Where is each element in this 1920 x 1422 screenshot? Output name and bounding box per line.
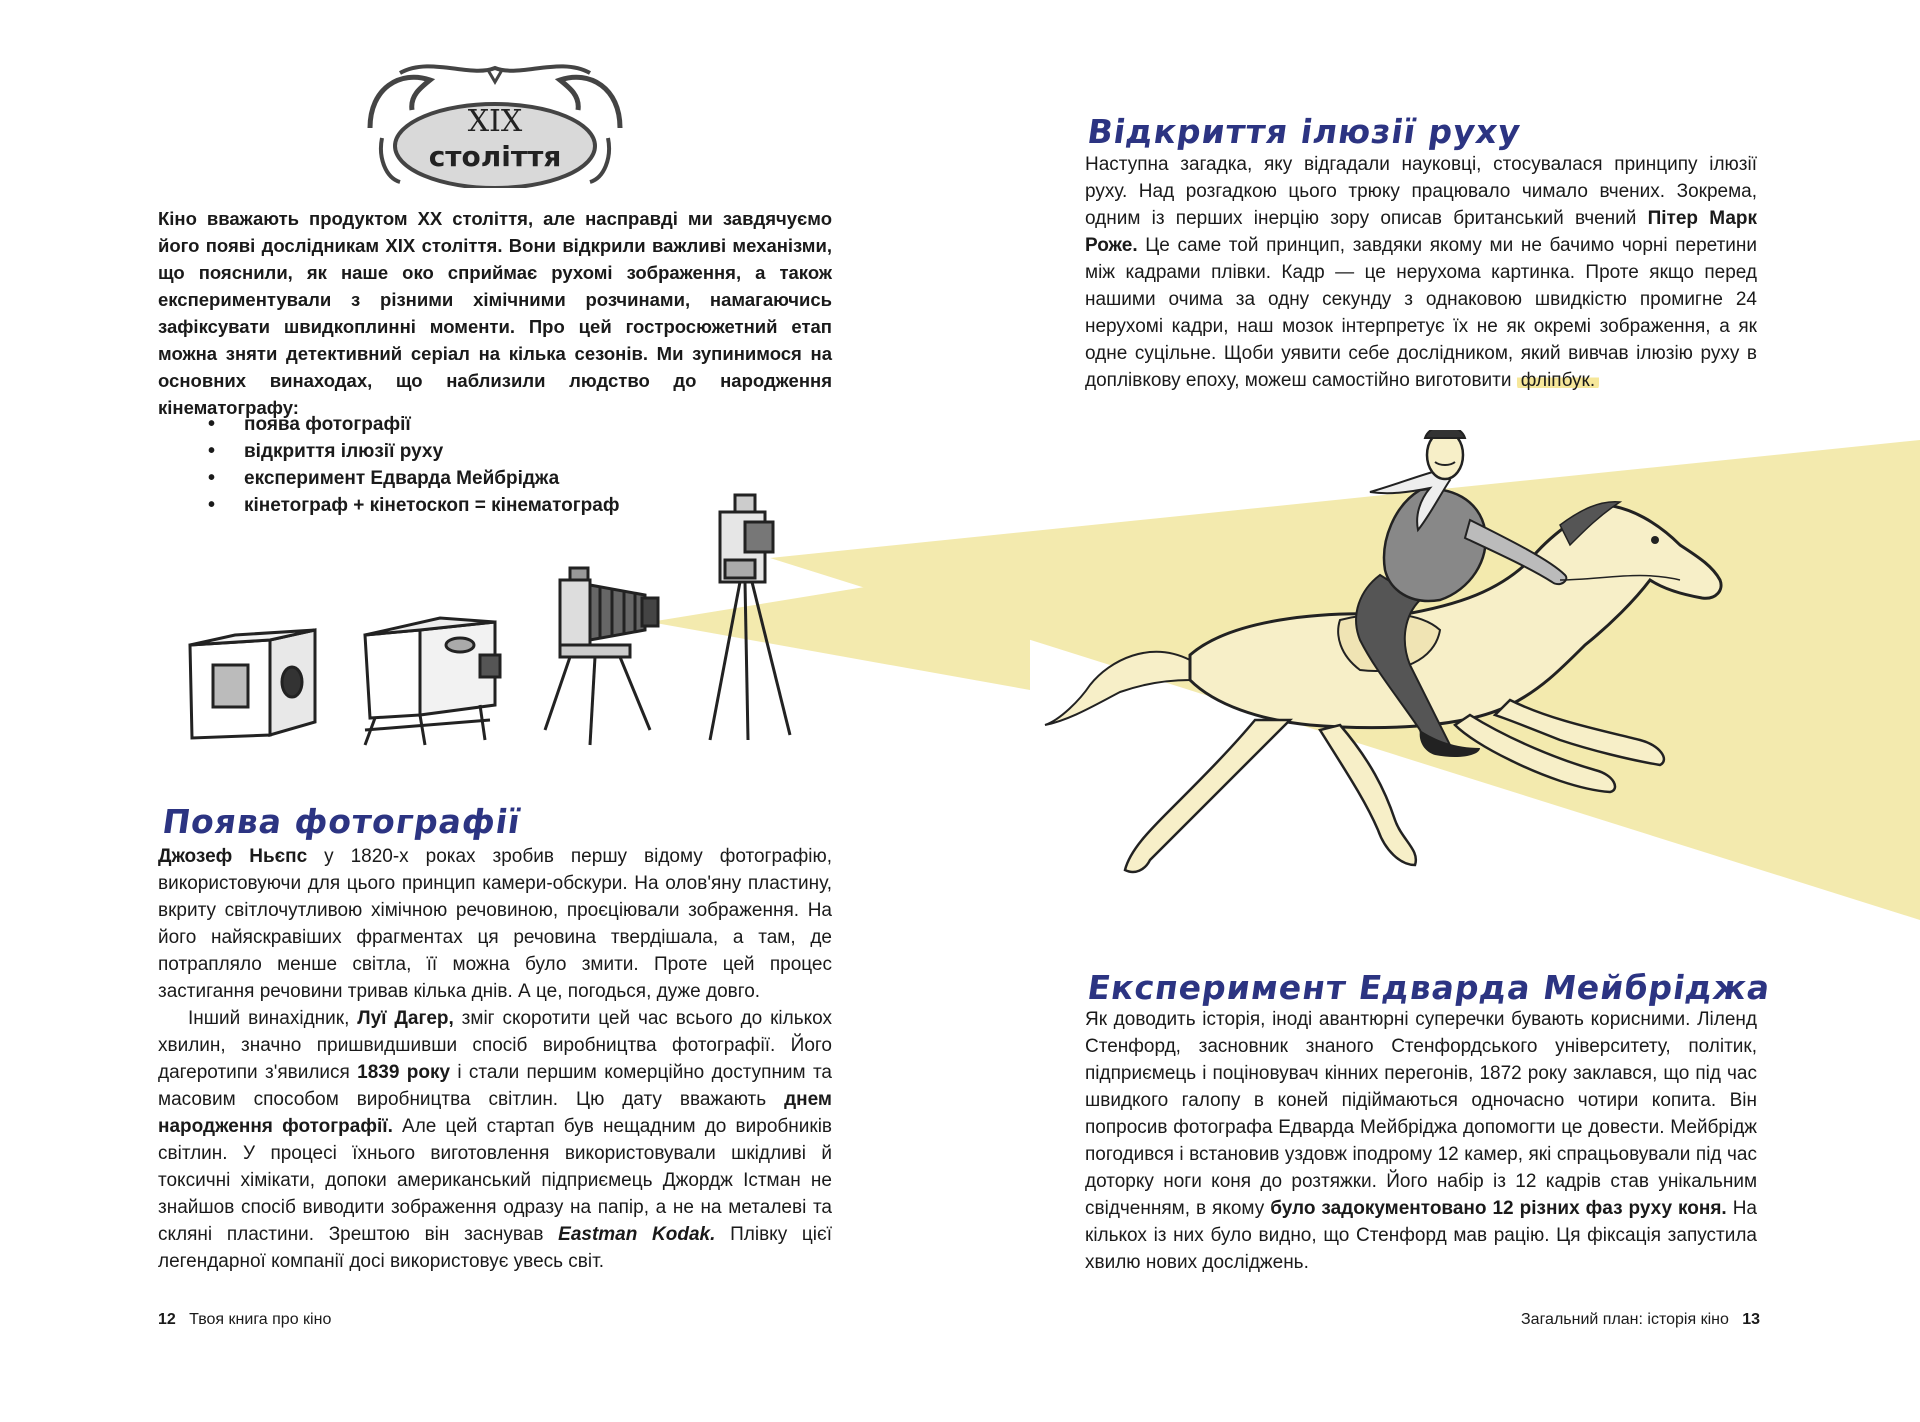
sliding-box-camera-icon	[365, 618, 500, 745]
paragraph-text: Наступна загадка, яку відгадали науковці, стосувалася принципу ілюзії руху. Над розгадкою цього трюку працювало чимало вчених. Зокрема, одним із перших інерцію зору описав британський вчений	[1085, 154, 1757, 229]
section-title-motion-illusion: Відкриття ілюзії руху	[1085, 112, 1524, 151]
twelve-phases: було задокументовано 12 різних фаз руху коня.	[1270, 1198, 1727, 1219]
scientist-name-roget: Пітер Марк Роже.	[1085, 208, 1758, 256]
left-footer	[158, 1311, 331, 1329]
box-camera-icon	[190, 630, 315, 738]
century-badge-line2: століття	[428, 140, 562, 173]
page-number-right: 13	[1742, 1311, 1760, 1328]
paragraph-text: Інший винахідник,	[188, 1008, 358, 1029]
eastman-kodak: Eastman Kodak.	[558, 1224, 716, 1245]
paragraph-text: На кількох із них було видно, що Стенфорд мав рацію. Ця фіксація запустила хвилю нових досліджень.	[1085, 1198, 1757, 1273]
photography-paragraph-1	[158, 843, 832, 1005]
chapter-title: Загальний план: історія кіно	[1521, 1311, 1729, 1328]
year-1839: 1839 року	[357, 1062, 451, 1083]
paragraph-text: Плівку цієї легендарної компанії досі використовує увесь світ.	[158, 1224, 833, 1272]
section-title-photography: Поява фотографії	[160, 802, 524, 841]
bellows-camera-icon	[545, 568, 658, 745]
paragraph-text: у 1820-х роках зробив першу відому фотографію, використовуючи для цього принцип камери-обскури. На олов'яну пластину, вкриту світлочутливою хімічною речовиною, проєціювали зображення. На його найяскравіших фрагментах ця речовина твердішала, а там, де потрапляло менше світла, її можна було змити. Проте цей процес застигання речовини тривав кілька днів. А це, погодься, дуже довго.	[158, 846, 832, 1002]
paragraph-text: Це саме той принцип, завдяки якому ми не бачимо чорні перетини між кадрами плівки. Кадр — це нерухома картинка. Проте якщо перед нашими очима за одну секунду з однаковою швидкістю промигне 24 нерухомі кадри, наш мозок інтерпретує їх не як окремі зображення, а як одне суцільне. Щоби уявити себе дослідником, який вивчав ілюзію руху в доплівкову епоху, можеш самостійно виготовити	[1085, 235, 1757, 391]
cameras-illustration	[180, 490, 840, 750]
paragraph-text: Як доводить історія, іноді авантюрні суперечки бувають корисними. Ліленд Стенфорд, засновник знаного Стенфордського університету, політик, підприємець і поціновувач кінних перегонів, 1872 року заклався, що під час швидкого галопу в коней підіймаються одночасно чотири копита. Він попросив фотографа Едварда Мейбріджа допомогти це довести. Мейбрідж погодився і встановив уздовж іподрому 12 камер, які спрацьовували під час доторку ноги коня до розтяжки. Його набір із 12 кадрів став унікальним свідченням, в якому	[1085, 1009, 1757, 1219]
muybridge-paragraph	[1085, 1006, 1757, 1276]
tripod-camera-icon	[710, 495, 790, 740]
list-item: • експеримент Едварда Мейбріджа	[208, 465, 619, 492]
paragraph-text: зміг скоротити цей час всього до кількох хвилин, значно пришвидшивши спосіб виробництва фотографії. Його дагеротипи з'явилися	[158, 1008, 832, 1083]
inventor-name-daguerre: Луї Дагер,	[357, 1008, 454, 1029]
book-title: Твоя книга про кіно	[189, 1311, 332, 1328]
right-footer	[1400, 1311, 1760, 1329]
photography-paragraph-2	[158, 1005, 832, 1275]
list-item: • поява фотографії	[208, 411, 619, 438]
flipbook-highlight: фліпбук.	[1517, 370, 1599, 391]
inventor-name-niepce: Джозеф Ньєпс	[158, 846, 308, 867]
intro-paragraph: Кіно вважають продуктом XX століття, але насправді ми завдячуємо його появі дослідникам XIX століття. Вони відкрили важливі механізми, що пояснили, як наше око сприймає рухомі зображення, а також експериментували з різними хімічними розчинами, намагаючись зафіксувати швидкоплинні моменти. Про цей гостросюжетний етап можна зняти детективний серіал на кілька сезонів. Ми зупинимося на основних винаходах, що наблизили людство до народження кінематографу:	[158, 208, 832, 418]
paragraph-text: Але цей стартап був нещадним до виробників світлин. У процесі їхнього виготовлення використовували шкідливі й токсичні хімікати, допоки американський підприємець Джордж Істман не знайшов спосіб виводити зображення одразу на папір, а не на металеві та скляні пластини. Зрештою він заснував	[158, 1116, 833, 1245]
section-title-muybridge: Експеримент Едварда Мейбріджа	[1085, 968, 1774, 1007]
list-item: • кінетограф + кінетоскоп = кінематограф	[208, 492, 619, 519]
century-badge-line1: XIX	[467, 104, 523, 139]
galloping-horse-rider-illustration	[1040, 430, 1740, 890]
paragraph-text: і стали першим комерційно доступним та масовим способом виробництва світлин. Цю дату вважають	[158, 1062, 832, 1110]
photography-birthday: днем народження фотографії.	[158, 1089, 832, 1137]
page-number-left: 12	[158, 1311, 176, 1328]
list-item: • відкриття ілюзії руху	[208, 438, 619, 465]
motion-illusion-paragraph	[1085, 151, 1757, 394]
